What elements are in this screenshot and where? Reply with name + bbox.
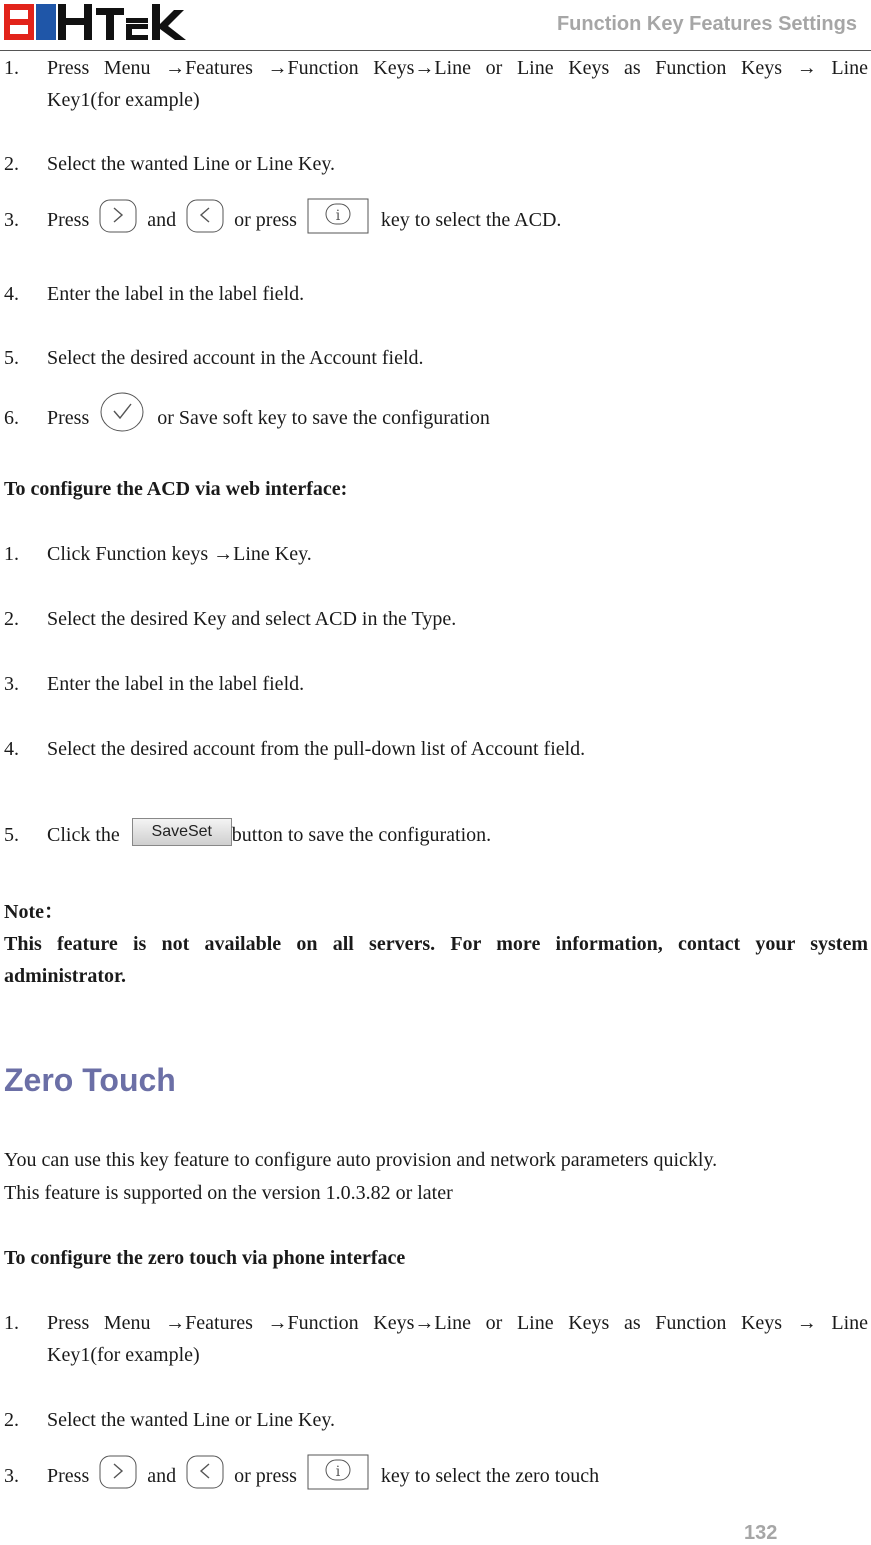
step-number: 3.	[4, 209, 19, 231]
step-text: Enter the label in the label field.	[47, 673, 305, 695]
note-text: This feature is not available on all servers. For more information, contact your system	[4, 933, 868, 955]
step-text: Select the desired Key and select ACD in the Type.	[47, 608, 457, 630]
step-text: Press or Save soft key to save the configuration	[47, 402, 868, 434]
step-number: 5.	[4, 824, 19, 846]
step-number: 2.	[4, 153, 19, 175]
zero-touch-phone-heading: To configure the zero touch via phone interface	[4, 1247, 406, 1269]
step-text: Click the SaveSet button to save the configuration.	[47, 819, 868, 851]
step-text: Select the desired account in the Account field.	[47, 347, 424, 369]
step-text: Enter the label in the label field.	[47, 283, 305, 305]
step-text: Press Menu →Features →Function Keys→Line or Line Keys as Function Keys → Line	[47, 57, 868, 79]
step-text-continued: Key1(for example)	[47, 89, 200, 111]
step-number: 4.	[4, 738, 19, 760]
note-text-continued: administrator.	[4, 965, 127, 987]
left-arrow-key-icon	[186, 1455, 224, 1489]
left-arrow-key-icon	[186, 199, 224, 233]
htek-logo	[2, 2, 192, 44]
version-note: This feature is supported on the version 1.0.3.82 or later	[4, 1182, 453, 1204]
step-text: Click Function keys →Line Key.	[47, 543, 312, 565]
step-number: 6.	[4, 407, 19, 429]
svg-text:i: i	[335, 208, 341, 225]
page-number: 132	[744, 1522, 778, 1544]
step-number: 2.	[4, 1409, 19, 1431]
step-text: Select the desired account from the pull-down list of Account field.	[47, 738, 586, 760]
step-text: Press Menu →Features →Function Keys→Line or Line Keys as Function Keys → Line	[47, 1312, 868, 1334]
intro-text: You can use this key feature to configure auto provision and network parameters quickly.	[4, 1149, 718, 1171]
step-number: 5.	[4, 347, 19, 369]
saveset-button-image: SaveSet	[132, 818, 232, 846]
step-number: 2.	[4, 608, 19, 630]
info-key-icon	[307, 1454, 369, 1490]
step-number: 1.	[4, 543, 19, 565]
step-number: 4.	[4, 283, 19, 305]
header-title: Function Key Features Settings	[556, 13, 857, 35]
step-number: 3.	[4, 673, 19, 695]
step-number: 1.	[4, 57, 19, 79]
step-text-continued: Key1(for example)	[47, 1344, 200, 1366]
info-key-icon	[307, 198, 369, 234]
step-text: Press and or press i key to select the zero touch	[47, 1460, 868, 1492]
step-number: 3.	[4, 1465, 19, 1487]
step-text: Select the wanted Line or Line Key.	[47, 153, 336, 175]
step-text: Press and or press i key to select the ACD.	[47, 204, 868, 236]
ok-checkmark-key-icon	[99, 391, 145, 433]
note-label: Note：	[4, 901, 64, 923]
page-header	[0, 0, 871, 51]
svg-text:i: i	[335, 1464, 341, 1481]
right-arrow-key-icon	[99, 1455, 137, 1489]
step-text: Select the wanted Line or Line Key.	[47, 1409, 336, 1431]
right-arrow-key-icon	[99, 199, 137, 233]
step-number: 1.	[4, 1312, 19, 1334]
web-section-heading: To configure the ACD via web interface:	[4, 478, 348, 500]
section-title-zero-touch: Zero Touch	[4, 1062, 176, 1098]
